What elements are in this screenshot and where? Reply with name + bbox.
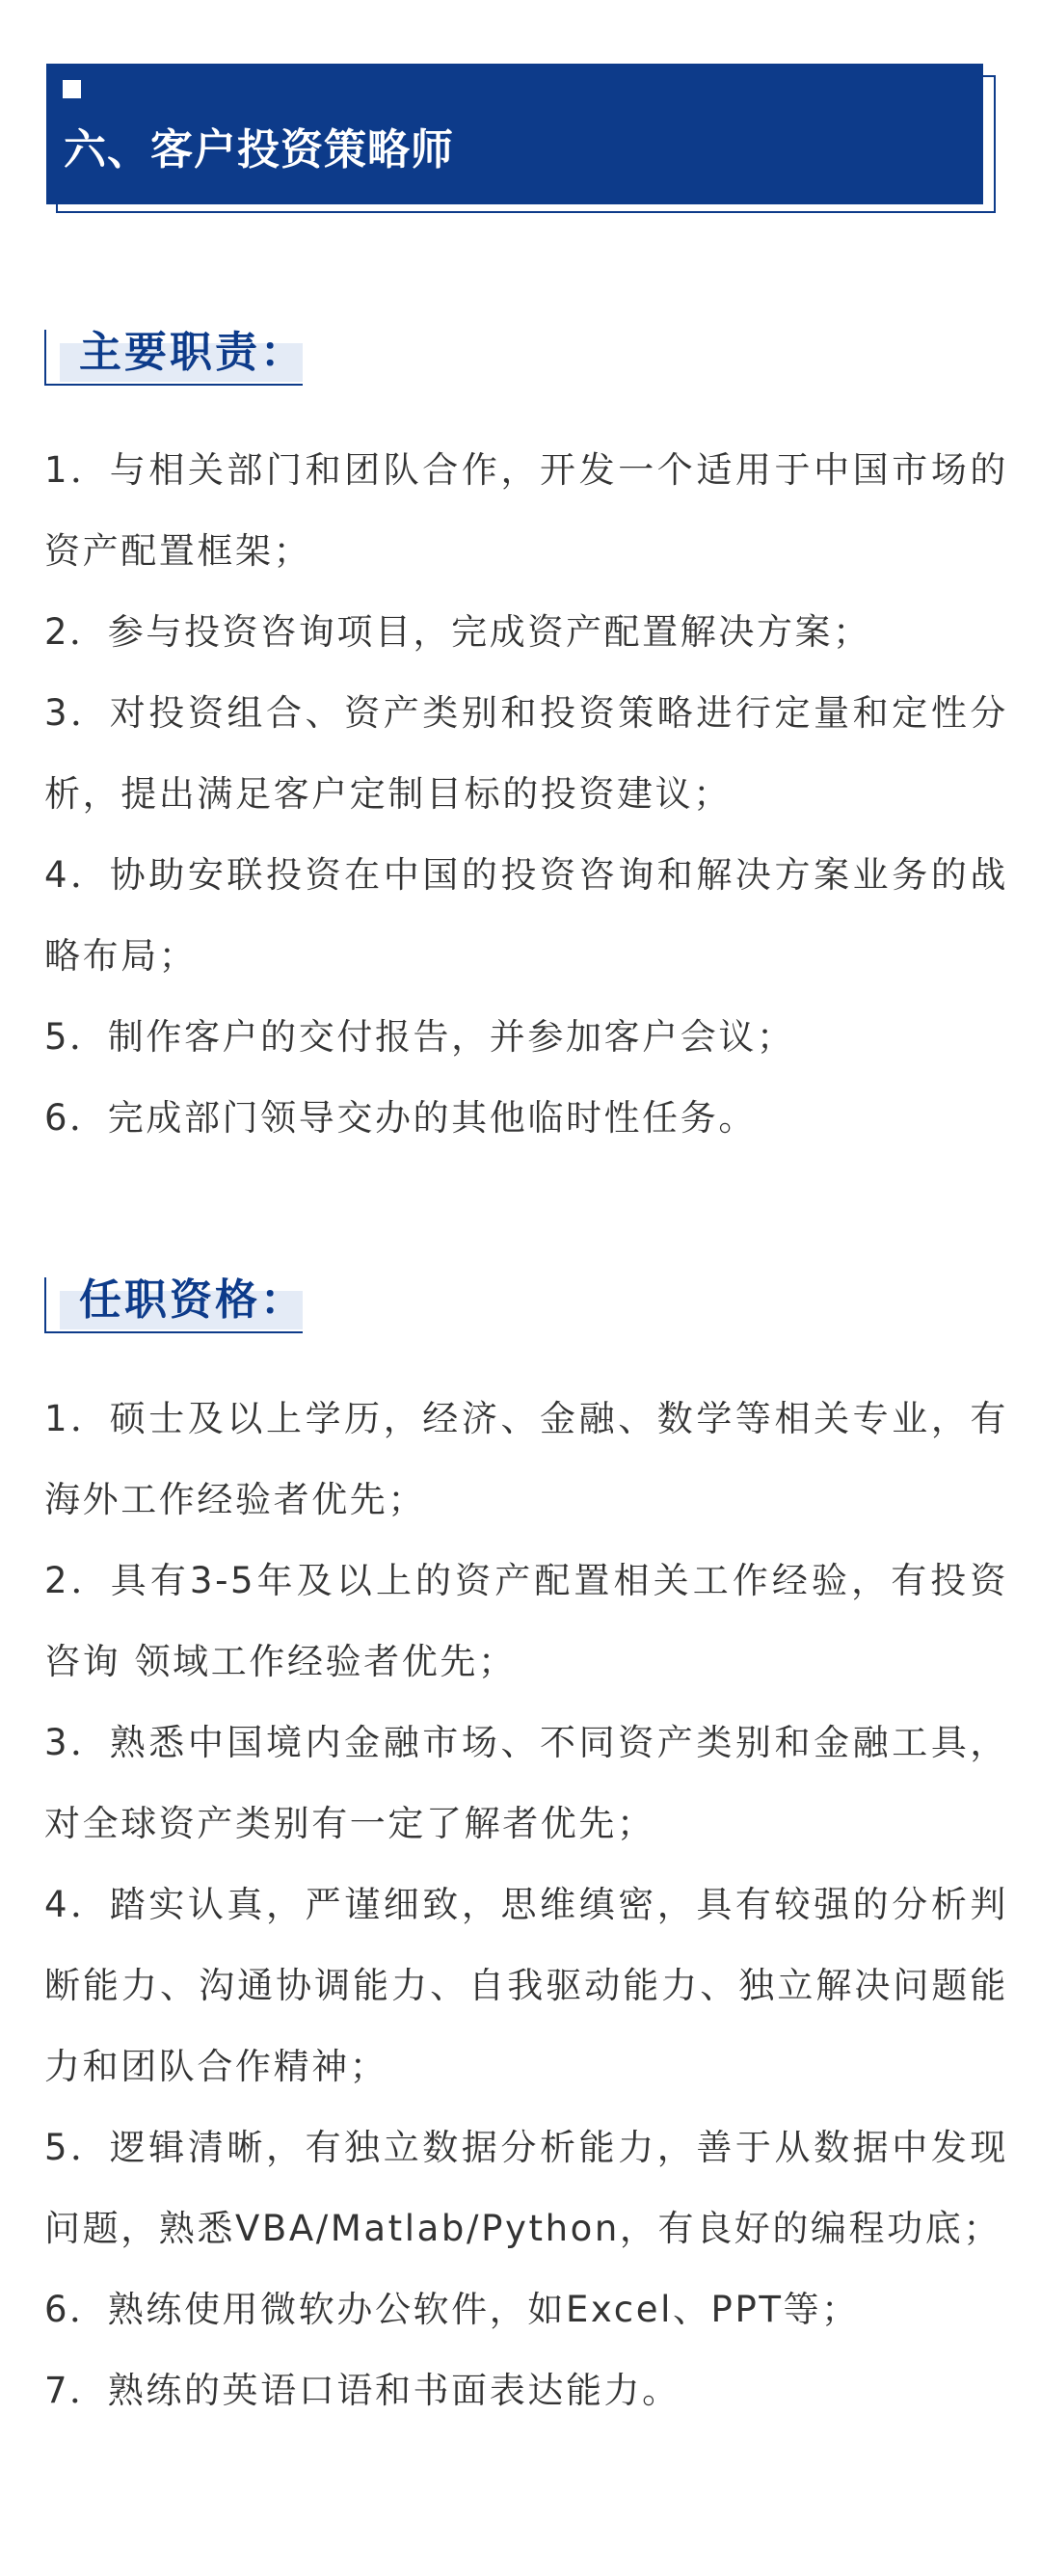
list-item: 5．逻辑清晰，有独立数据分析能力，善于从数据中发现问题，熟悉VBA/Matlab/Python，有良好的编程功底； <box>44 2127 1008 2249</box>
section-header-qualifications <box>44 1277 305 1335</box>
list-item: 1．硕士及以上学历，经济、金融、数学等相关专业，有海外工作经验者优先； <box>44 1398 1008 1520</box>
list-item: 5．制作客户的交付报告，并参加客户会议； <box>44 1016 795 1058</box>
header-underline <box>44 1331 303 1333</box>
list-item: 4．协助安联投资在中国的投资咨询和解决方案业务的战略布局； <box>44 854 1008 977</box>
list-item: 3．对投资组合、资产类别和投资策略进行定量和定性分析，提出满足客户定制目标的投资建议； <box>44 692 1008 815</box>
list-item: 6．完成部门领导交办的其他临时性任务。 <box>44 1097 757 1139</box>
section-heading: 任职资格： <box>79 1275 306 1325</box>
header-underline <box>44 384 303 386</box>
banner-box <box>46 64 983 204</box>
list-item: 6．熟练使用微软办公软件，如Excel、PPT等； <box>44 2289 860 2330</box>
list-item: 2．具有3-5年及以上的资产配置相关工作经验，有投资咨询 领域工作经验者优先； <box>44 1560 1008 1682</box>
list-item: 3．熟悉中国境内金融市场、不同资产类别和金融工具，对全球资产类别有一定了解者优先； <box>44 1722 1008 1844</box>
title-banner <box>46 64 996 213</box>
section-header-responsibilities <box>44 330 305 388</box>
list-item: 1．与相关部门和团队合作，开发一个适用于中国市场的资产配置框架； <box>44 449 1008 572</box>
list-item: 7．熟练的英语口语和书面表达能力。 <box>44 2370 681 2411</box>
list-item: 2．参与投资咨询项目，完成资产配置解决方案； <box>44 611 871 653</box>
header-accent-bar <box>44 330 46 386</box>
square-bullet-icon <box>63 80 81 98</box>
list-item: 4．踏实认真，严谨细致，思维缜密，具有较强的分析判断能力、沟通协调能力、自我驱动能力、独立解决问题能力和团队合作精神； <box>44 1884 1008 2087</box>
header-accent-bar <box>44 1277 46 1333</box>
section-heading: 主要职责： <box>79 328 306 377</box>
page-title: 六、客户投资策略师 <box>64 125 454 174</box>
qualifications-list <box>44 1379 1008 2431</box>
responsibilities-list <box>44 430 1008 1159</box>
